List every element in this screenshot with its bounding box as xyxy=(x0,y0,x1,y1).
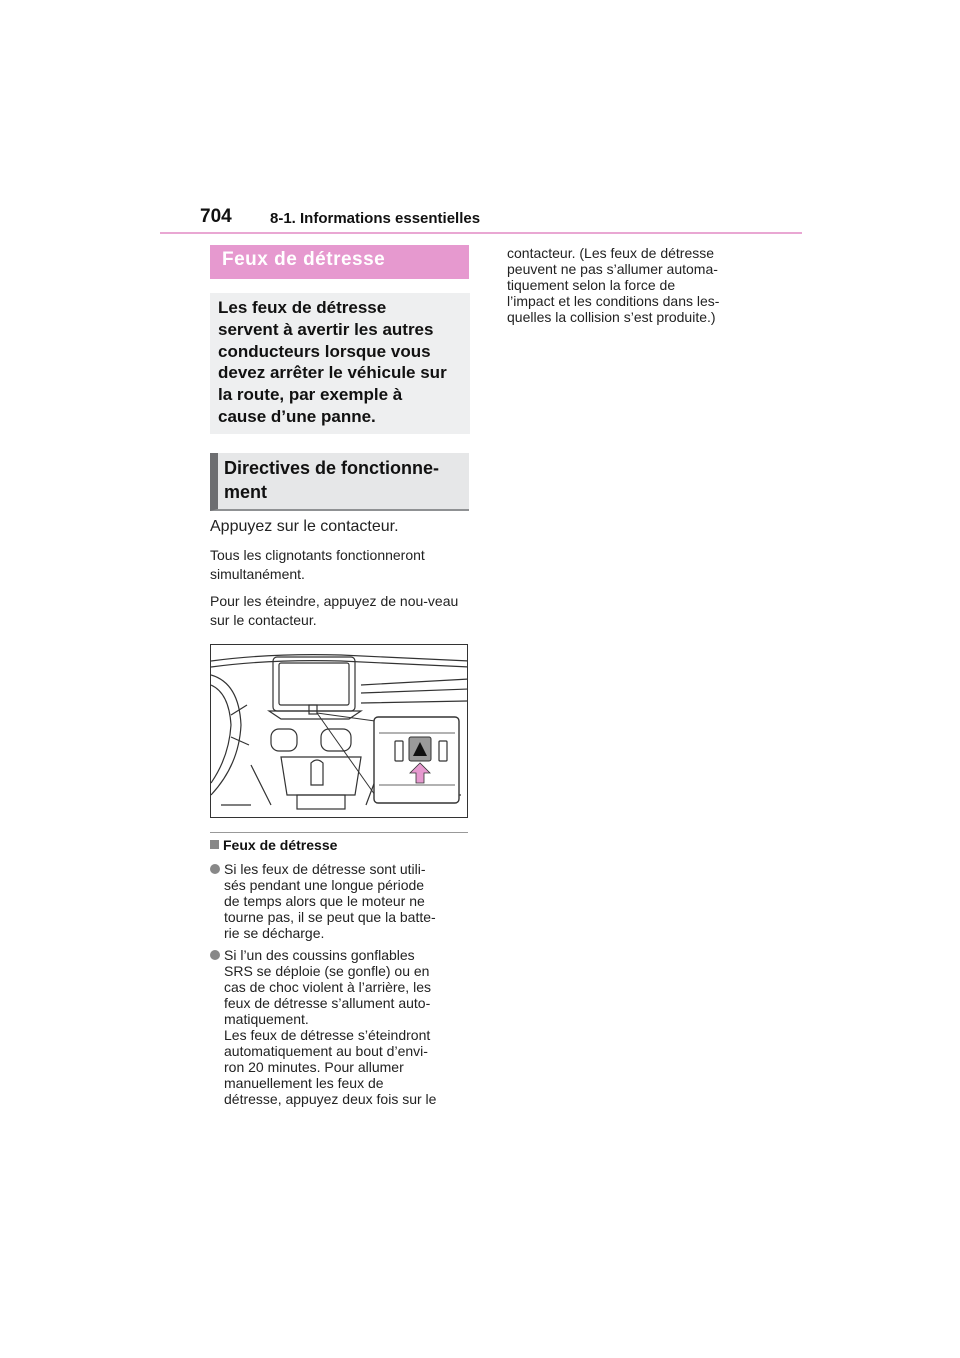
subsection-title-line: ment xyxy=(224,482,268,502)
intro-line: la route, par exemple à xyxy=(218,385,403,405)
intro-line: Les feux de détresse xyxy=(218,298,387,317)
page-number: 704 xyxy=(200,206,232,227)
note-continuation: contacteur. (Les feux de détresse peuvent ne pas s’allumer automa- tiquement selon la force de l’impact et les conditions dans les- quelles la collision s’est produite.) xyxy=(507,245,720,325)
subsection-heading xyxy=(210,453,469,511)
note-bullet-text: Si les feux de détresse sont utili- sés pendant une longue période de temps alors que le moteur ne tourne pas, il se peut que la batte- rie se décharge. xyxy=(224,861,436,941)
note-heading-text: Feux de détresse xyxy=(223,837,338,853)
bullet-dot-icon xyxy=(210,864,220,874)
intro-line: conducteurs lorsque vous xyxy=(218,341,431,361)
subsection-title-line: Directives de fonctionne- xyxy=(224,458,440,478)
section-title: Feux de détresse xyxy=(222,249,386,270)
intro-box xyxy=(210,293,470,434)
dashboard-drawing xyxy=(211,645,468,818)
note-divider xyxy=(210,832,468,833)
note-bullet-text: Si l’un des coussins gonflables SRS se déploie (se gonfle) ou en cas de choc violent à l’arrière, les feux de détresse s’allument auto- matiquement. Les feux de détresse s’éteindront automatiquement au bout d’envi- ron 20 minutes. Pour allumer manuellement les feux de détresse, appuyez deux fois sur le xyxy=(224,947,437,1107)
chapter-title: 8-1. Informations essentielles xyxy=(270,210,481,227)
note-bullet xyxy=(210,947,472,1112)
instruction-text: Appuyez sur le contacteur. xyxy=(210,518,399,535)
intro-line: servent à avertir les autres xyxy=(218,319,434,339)
paragraph: Pour les éteindre, appuyez de nou-veau sur le contacteur. xyxy=(210,593,459,628)
intro-line: devez arrêter le véhicule sur xyxy=(218,363,447,383)
dashboard-illustration xyxy=(210,644,468,818)
section-banner xyxy=(210,245,469,279)
note-heading xyxy=(210,837,337,853)
intro-line: cause d’une panne. xyxy=(218,406,376,426)
bullet-dot-icon xyxy=(210,950,220,960)
paragraph: Tous les clignotants fonctionneront simultanément. xyxy=(210,547,425,582)
square-bullet-icon xyxy=(210,840,219,849)
note-bullet xyxy=(210,861,472,941)
header-rule xyxy=(160,232,802,234)
